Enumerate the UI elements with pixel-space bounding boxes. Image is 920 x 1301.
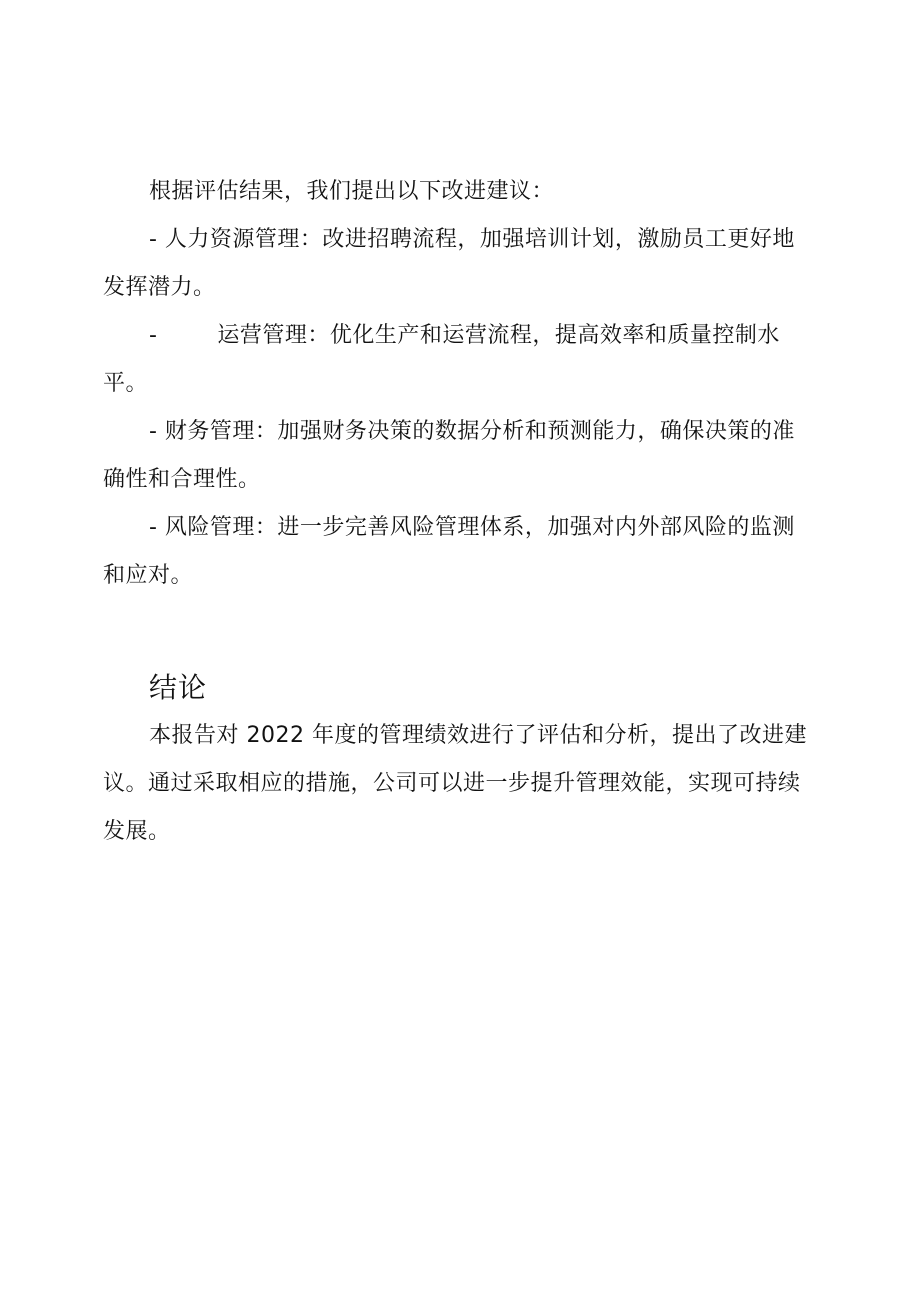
conclusion-heading: 结论: [149, 671, 208, 704]
recommendation-operations: - 运营管理：优化生产和运营流程，提高效率和质量控制水平。: [103, 323, 780, 396]
recommendation-risk: - 风险管理：进一步完善风险管理体系，加强对内外部风险的监测和应对。: [103, 515, 795, 588]
recommendation-hr: - 人力资源管理：改进招聘流程，加强培训计划，激励员工更好地发挥潜力。: [103, 227, 795, 300]
recommendations-intro: 根据评估结果，我们提出以下改进建议：: [149, 179, 555, 204]
recommendation-finance: - 财务管理：加强财务决策的数据分析和预测能力，确保决策的准确性和合理性。: [103, 419, 795, 492]
document-content: [103, 168, 815, 856]
conclusion-body: 本报告对 2022 年度的管理绩效进行了评估和分析，提出了改进建议。通过采取相应的措施，公司可以进一步提升管理效能，实现可持续发展。: [103, 723, 807, 844]
